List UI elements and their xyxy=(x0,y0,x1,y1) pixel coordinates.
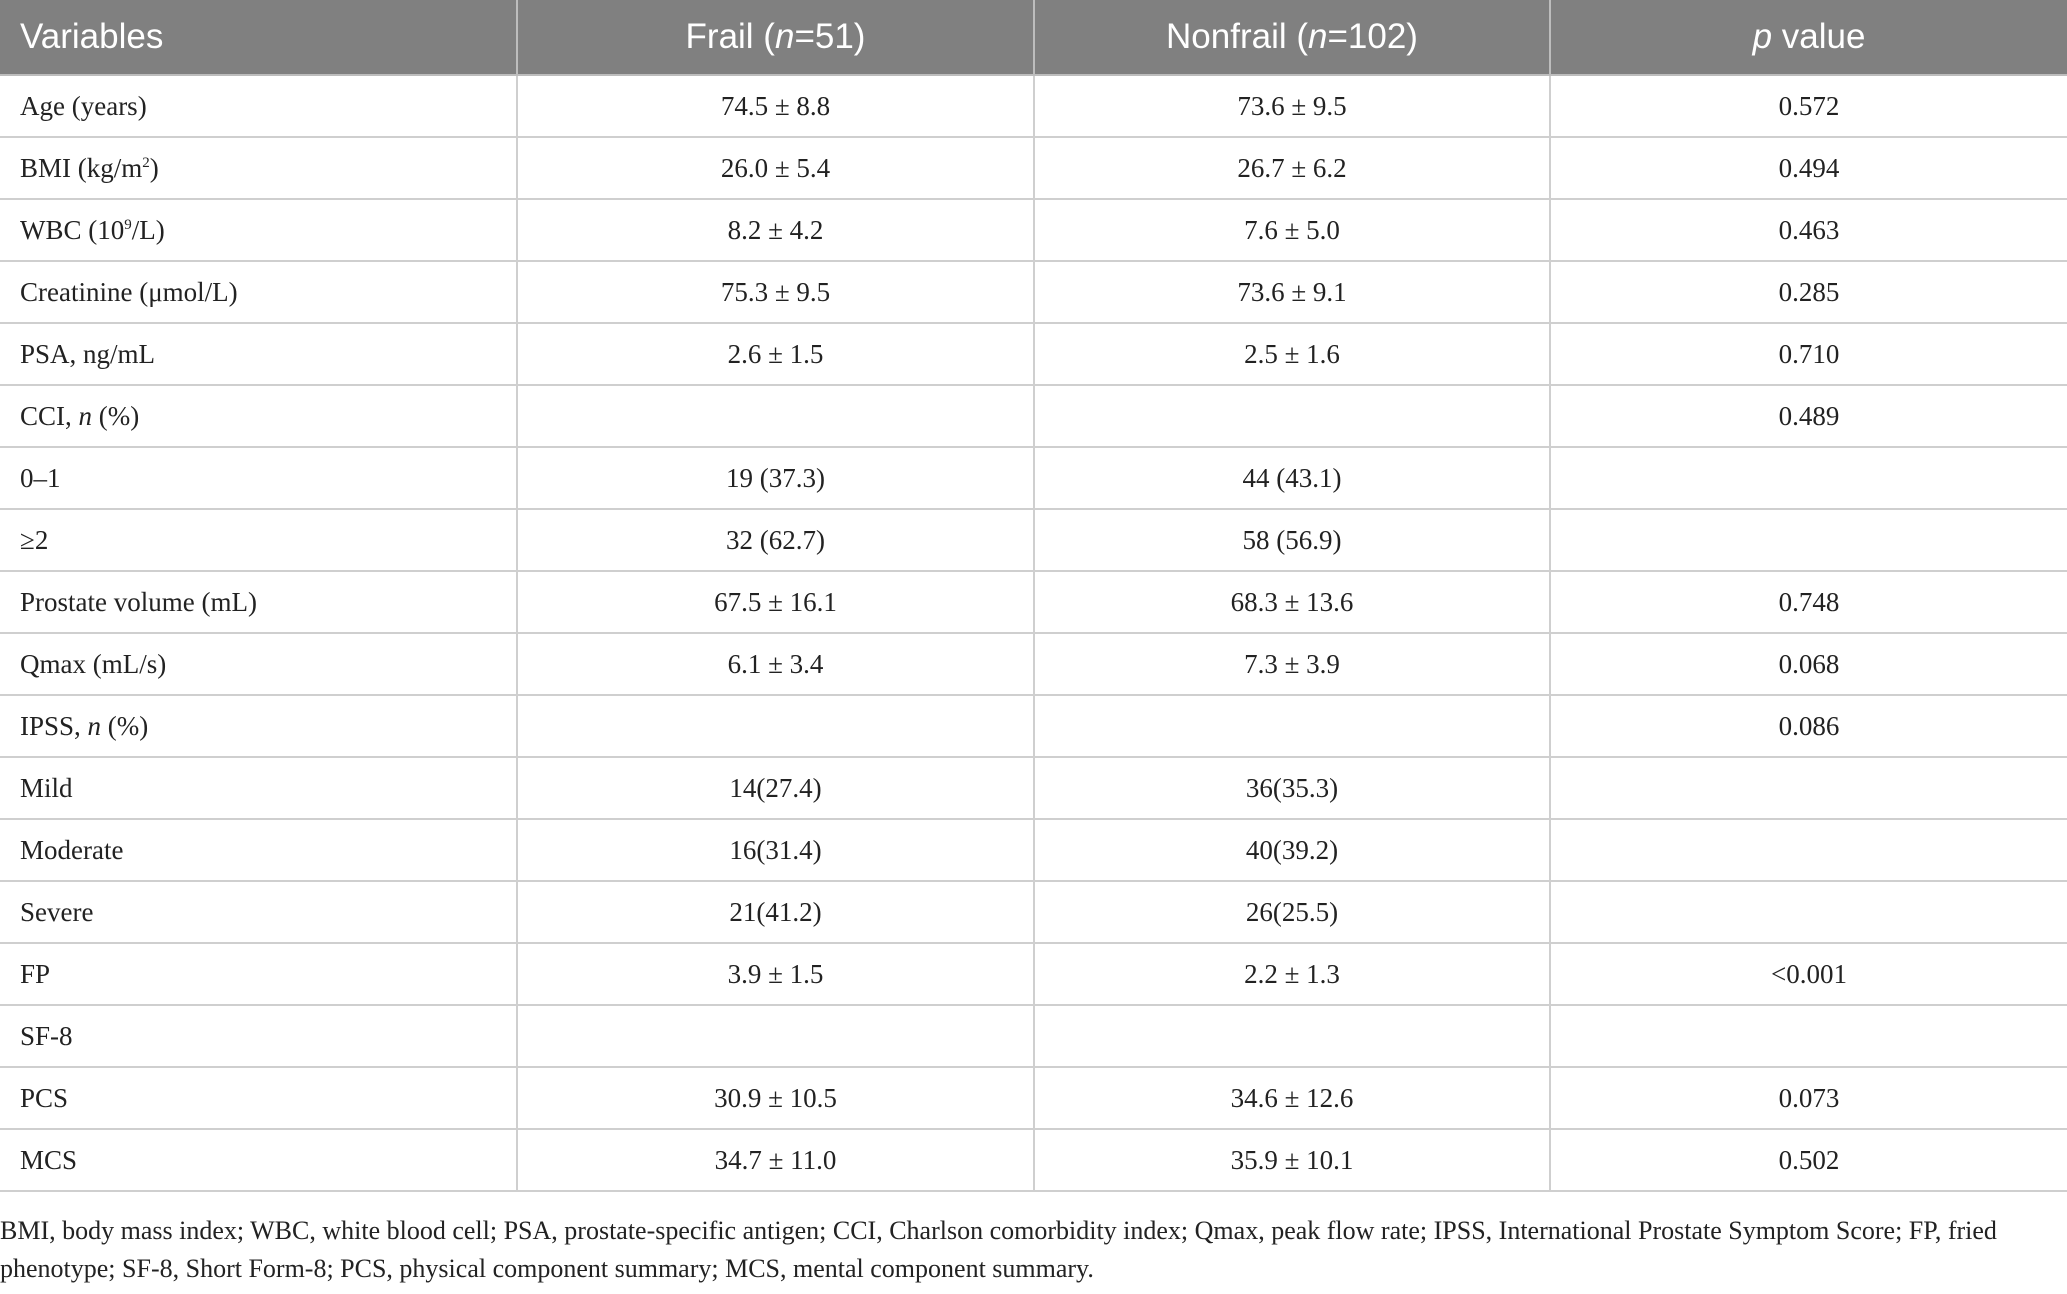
table-row xyxy=(0,1005,2067,1067)
row-label: PCS xyxy=(0,1067,517,1129)
row-label: Age (years) xyxy=(0,75,517,137)
row-label: MCS xyxy=(0,1129,517,1191)
header-variables: Variables xyxy=(0,0,517,75)
row-label: Qmax (mL/s) xyxy=(0,633,517,695)
p-value: 0.489 xyxy=(1550,385,2067,447)
table-row xyxy=(0,385,2067,447)
frail-value: 32 (62.7) xyxy=(517,509,1034,571)
table-row xyxy=(0,509,2067,571)
p-value: 0.463 xyxy=(1550,199,2067,261)
p-value xyxy=(1550,509,2067,571)
frail-value: 14(27.4) xyxy=(517,757,1034,819)
table-row xyxy=(0,261,2067,323)
table-row xyxy=(0,1067,2067,1129)
row-label: Prostate volume (mL) xyxy=(0,571,517,633)
table-row xyxy=(0,695,2067,757)
p-value: 0.086 xyxy=(1550,695,2067,757)
nonfrail-value: 35.9 ± 10.1 xyxy=(1034,1129,1550,1191)
nonfrail-value: 2.2 ± 1.3 xyxy=(1034,943,1550,1005)
nonfrail-value: 58 (56.9) xyxy=(1034,509,1550,571)
nonfrail-value xyxy=(1034,385,1550,447)
table-body xyxy=(0,75,2067,1191)
nonfrail-value: 73.6 ± 9.1 xyxy=(1034,261,1550,323)
table-row xyxy=(0,75,2067,137)
frail-value: 6.1 ± 3.4 xyxy=(517,633,1034,695)
row-label: PSA, ng/mL xyxy=(0,323,517,385)
header-frail: Frail (n=51) xyxy=(517,0,1034,75)
p-value: 0.494 xyxy=(1550,137,2067,199)
nonfrail-value: 40(39.2) xyxy=(1034,819,1550,881)
row-label: FP xyxy=(0,943,517,1005)
p-value: 0.502 xyxy=(1550,1129,2067,1191)
p-value: 0.710 xyxy=(1550,323,2067,385)
frail-value: 3.9 ± 1.5 xyxy=(517,943,1034,1005)
table-row xyxy=(0,757,2067,819)
nonfrail-value: 73.6 ± 9.5 xyxy=(1034,75,1550,137)
frail-value: 16(31.4) xyxy=(517,819,1034,881)
frail-value: 21(41.2) xyxy=(517,881,1034,943)
frail-value xyxy=(517,1005,1034,1067)
p-value: 0.285 xyxy=(1550,261,2067,323)
table-row xyxy=(0,199,2067,261)
p-value: <0.001 xyxy=(1550,943,2067,1005)
nonfrail-value: 7.6 ± 5.0 xyxy=(1034,199,1550,261)
nonfrail-value: 68.3 ± 13.6 xyxy=(1034,571,1550,633)
nonfrail-value: 34.6 ± 12.6 xyxy=(1034,1067,1550,1129)
p-value: 0.068 xyxy=(1550,633,2067,695)
p-value xyxy=(1550,881,2067,943)
row-label: Creatinine (μmol/L) xyxy=(0,261,517,323)
row-label: Moderate xyxy=(0,819,517,881)
nonfrail-value: 36(35.3) xyxy=(1034,757,1550,819)
header-row xyxy=(0,0,2067,75)
p-value xyxy=(1550,447,2067,509)
table-row xyxy=(0,137,2067,199)
frail-value xyxy=(517,695,1034,757)
nonfrail-value: 44 (43.1) xyxy=(1034,447,1550,509)
frail-value xyxy=(517,385,1034,447)
nonfrail-value xyxy=(1034,1005,1550,1067)
p-value xyxy=(1550,819,2067,881)
table-row xyxy=(0,571,2067,633)
frail-value: 67.5 ± 16.1 xyxy=(517,571,1034,633)
p-value: 0.572 xyxy=(1550,75,2067,137)
table-row xyxy=(0,943,2067,1005)
row-label: Severe xyxy=(0,881,517,943)
row-label: IPSS, n (%) xyxy=(0,695,517,757)
nonfrail-value: 26.7 ± 6.2 xyxy=(1034,137,1550,199)
table-footnote: BMI, body mass index; WBC, white blood cell; PSA, prostate-specific antigen; CCI, Charlson comorbidity index; Qmax, peak flow rate; IPSS, International Prostate Symptom Score; FP, fried phenotype; SF-8, Short Form-8; PCS, physical component summary; MCS, mental component summary. xyxy=(0,1216,1997,1283)
frail-value: 74.5 ± 8.8 xyxy=(517,75,1034,137)
p-value: 0.748 xyxy=(1550,571,2067,633)
row-label: 0–1 xyxy=(0,447,517,509)
row-label: BMI $(kg/m^2)$ xyxy=(0,137,517,199)
frail-value: 8.2 ± 4.2 xyxy=(517,199,1034,261)
nonfrail-value xyxy=(1034,695,1550,757)
table-row xyxy=(0,633,2067,695)
row-label: Mild xyxy=(0,757,517,819)
p-value: 0.073 xyxy=(1550,1067,2067,1129)
table-row xyxy=(0,1129,2067,1191)
row-label: CCI, n (%) xyxy=(0,385,517,447)
table-header xyxy=(0,0,2067,75)
frail-value: 26.0 ± 5.4 xyxy=(517,137,1034,199)
frail-value: 75.3 ± 9.5 xyxy=(517,261,1034,323)
p-value xyxy=(1550,757,2067,819)
header-nonfrail: Nonfrail (n=102) xyxy=(1034,0,1550,75)
row-label: SF-8 xyxy=(0,1005,517,1067)
nonfrail-value: 7.3 ± 3.9 xyxy=(1034,633,1550,695)
row-label: WBC $(10^9/L)$ xyxy=(0,199,517,261)
row-label: ≥2 xyxy=(0,509,517,571)
frail-value: 30.9 ± 10.5 xyxy=(517,1067,1034,1129)
frail-value: 34.7 ± 11.0 xyxy=(517,1129,1034,1191)
table-row xyxy=(0,819,2067,881)
header-p-value: p value xyxy=(1550,0,2067,75)
frail-value: 19 (37.3) xyxy=(517,447,1034,509)
p-value xyxy=(1550,1005,2067,1067)
table-row xyxy=(0,323,2067,385)
table-row xyxy=(0,447,2067,509)
table-row xyxy=(0,881,2067,943)
nonfrail-value: 26(25.5) xyxy=(1034,881,1550,943)
frail-value: 2.6 ± 1.5 xyxy=(517,323,1034,385)
nonfrail-value: 2.5 ± 1.6 xyxy=(1034,323,1550,385)
